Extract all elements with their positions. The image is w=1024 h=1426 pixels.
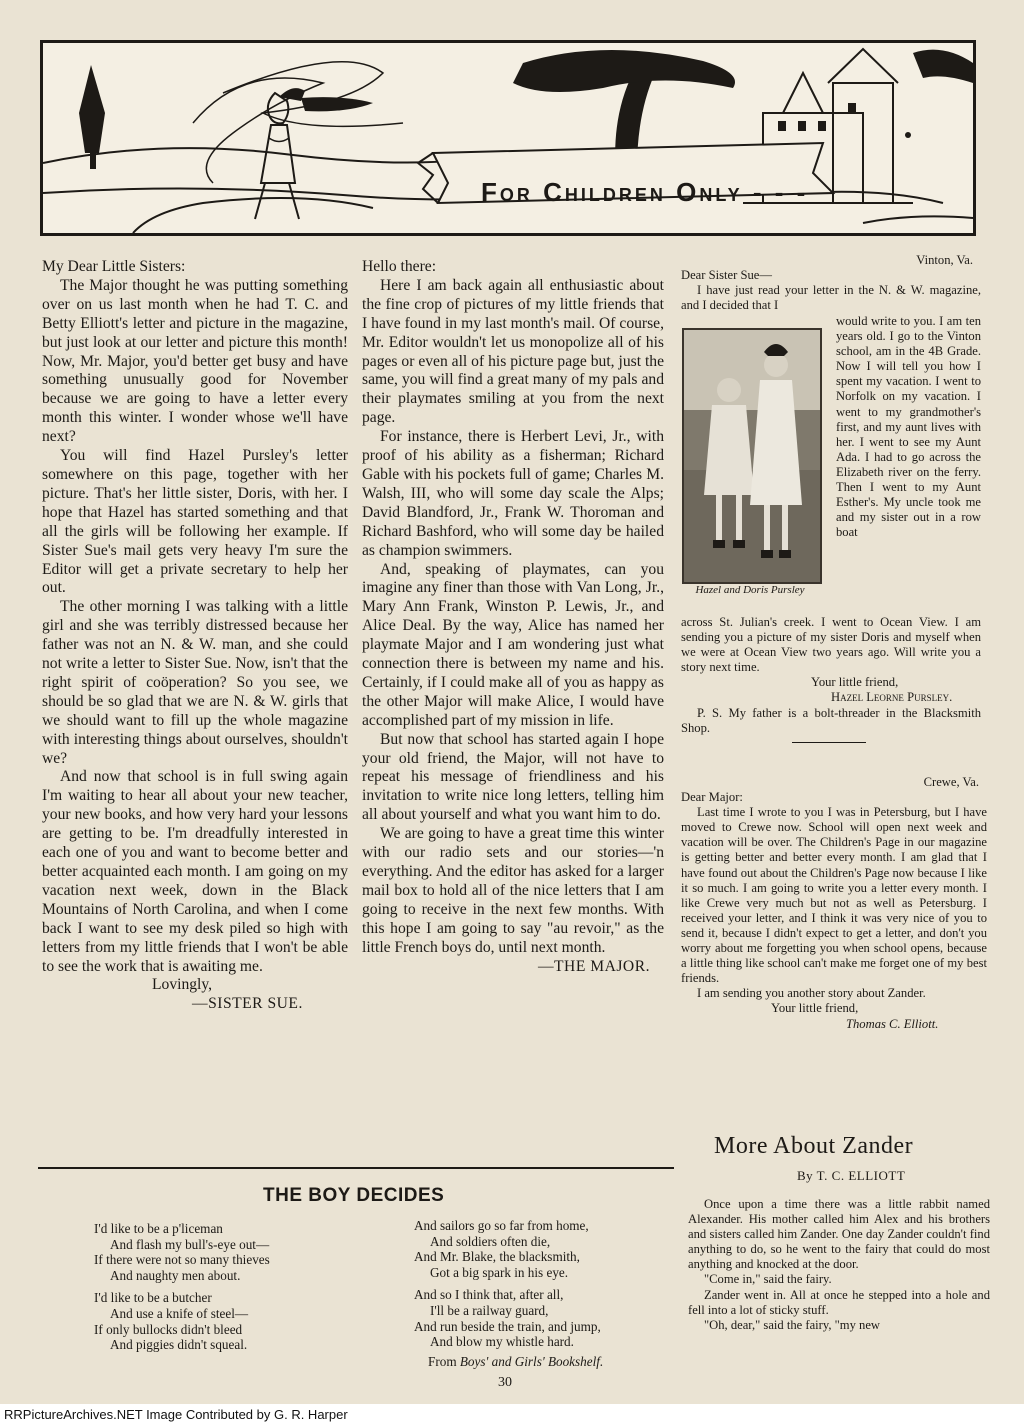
poem-left-column: [94, 1221, 334, 1353]
paragraph: The other morning I was talking with a little girl and she was terribly distressed because her father was not an N. & W. man, and she could not write a letter to Sister Sue. Now, isn't that the right spirit of coöperation? So you see, we should be so glad that we are N. & W. girls that we should want to fill up the whole magazine with interesting things about ourselves, shouldn't we?: [42, 598, 348, 767]
letter-signature: —THE MAJOR.: [537, 957, 650, 975]
story-byline: By T. C. ELLIOTT: [797, 1168, 906, 1183]
poem-line: And use a knife of steel—: [110, 1305, 249, 1321]
letter-rest: across St. Julian's creek. I went to Ocean View. I am sending you a picture of my sister Doris and myself when we were at Ocean View two years ago. Will write you a story next time.: [681, 615, 981, 675]
letter-body: Last time I wrote to you I was in Petersburg, but I have moved to Crewe now. School will open next week and vacation will be over. The Children's Page in our magazine is getting better and better every month. I am glad that I have found out about the Children's Page now because I like it so much. I am going to write you a letter every month. I like Crewe very much but not as well as Petersburg. I received your letter, and I think it was very nice of you to send it, because I didn't expect to get a letter, and don't you worry about me forgetting you when school opens, because a little thing like school can't make me forget one of my best friends.: [681, 805, 987, 986]
poem-source-prefix: From: [428, 1353, 457, 1369]
poem-line: And blow my whistle hard.: [430, 1334, 574, 1350]
story-title: More About Zander: [714, 1133, 914, 1159]
header-banner: [40, 40, 976, 236]
section-divider: [38, 1167, 674, 1169]
letter-salutation: Hello there:: [362, 258, 437, 275]
paragraph: For instance, there is Herbert Levi, Jr., with proof of his ability as a fisherman; Richard Gable with his pockets full of game; Charles M. Walsh, III, who will some day scale the Alps; David Blandford, Jr., Frank W. Thoroman and Richard Bashford, who will some day be hailed as champion swimmers.: [362, 428, 664, 559]
paragraph: "Come in," said the fairy.: [704, 1272, 832, 1287]
hazel-doris-photo: [682, 328, 822, 584]
poem-line: Got a big spark in his eye.: [430, 1264, 569, 1280]
paragraph: Zander went in. All at once he stepped into a hole and fell into a lot of sticky stuff.: [688, 1287, 990, 1317]
poem-title: THE BOY DECIDES: [263, 1185, 445, 1206]
image-credit: RRPictureArchives.NET Image Contributed by G. R. Harper: [4, 1407, 348, 1422]
letter-story-line: I am sending you another story about Zander.: [697, 986, 926, 1001]
letter-salutation: Dear Major:: [681, 790, 743, 805]
paragraph: You will find Hazel Pursley's letter somewhere on this page, together with her picture. That's her little sister, Doris, with her. I hope that Hazel has started something and that all the girls will be following her example. If Sister Sue's mail gets very heavy I'm sure the Editor will get a private secretary to help her out.: [42, 447, 348, 597]
poem-line: I'll be a railway guard,: [430, 1302, 549, 1318]
paragraph: "Oh, dear," said the fairy, "my new: [704, 1317, 881, 1332]
poem-source: [414, 1354, 674, 1370]
page-number: 30: [498, 1375, 512, 1390]
poem-source-title: Boys' and Girls' Bookshelf.: [459, 1353, 604, 1369]
photo-caption: Hazel and Doris Pursley: [695, 584, 805, 596]
poem-line: And so I think that, after all,: [414, 1287, 564, 1303]
letter-separator: [792, 742, 866, 743]
hazel-letter-top: [681, 253, 981, 313]
poem-line: And soldiers often die,: [430, 1233, 551, 1249]
paragraph: Here I am back again all enthusiastic about the fine crop of pictures of my little friends that I have found in my last month's mail. Of course, Mr. Editor wouldn't let us monopolize all of his pages or even all of his picture page but, just the same, you will find a great many of my pals and their playmates smiling at you from the next page.: [362, 276, 664, 427]
letter-place: Crewe, Va.: [923, 775, 979, 789]
letter-signature: Thomas C. Elliott.: [846, 1016, 939, 1031]
sister-sue-letter: [42, 258, 348, 1014]
letter-place: Vinton, Va.: [916, 253, 973, 267]
letter-closing: Your little friend,: [811, 675, 899, 690]
letter-side-text: would write to you. I am ten years old. I go to the Vinton school, am in the 4B Grade. Now I will tell you how I spent my vacation. I went to Norfolk on my vacation. I went to my grandmother's first, and my aunt lives with her. I went to see my Aunt Ada. I had to go across the Elizabeth river on the ferry. Then I went to my Aunt Esther's. My uncle took me and my sister out in a row boat: [836, 314, 981, 540]
poem-line: And naughty men about.: [110, 1267, 241, 1283]
poem-line: And run beside the train, and jump,: [414, 1318, 601, 1334]
letter-postscript: P. S. My father is a bolt-threader in the Blacksmith Shop.: [681, 705, 981, 735]
paragraph: But now that school has started again I hope your old friend, the Major, will not have to repeat his message of friendliness and his invitation to write nice long letters, telling him all about yourself and what you want him to do.: [362, 730, 664, 824]
zander-story: [688, 1197, 990, 1333]
major-letter: [362, 258, 664, 976]
banner-title: For Children Only - - -: [481, 177, 809, 207]
paragraph: Once upon a time there was a little rabbit named Alexander. His mother called him Alex and his brothers and sisters called him Zander. One day Zander couldn't find anything to do, so he went to the fairy that could do most anything and knocked at the door.: [688, 1197, 990, 1272]
poem-line: If only bullocks didn't bleed: [94, 1321, 243, 1337]
thomas-letter: [681, 775, 987, 1032]
photo-image: [684, 330, 820, 582]
hazel-letter-bottom: [681, 615, 981, 736]
poem-line: I'd like to be a p'liceman: [94, 1221, 223, 1236]
letter-signature: Hazel Leorne Pursley.: [831, 690, 953, 705]
letter-salutation: Dear Sister Sue—: [681, 268, 772, 283]
paragraph: And, speaking of playmates, can you imagine any finer than those with Van Long, Jr., Mary Ann Frank, Winston P. Lewis, Jr., and Alice Deal. By the way, Alice has named her playmate Major and I am wondering just what connection there is between my name and his. Certainly, if I could make all of you as happy as the other Major will make Alice, I would have accomplished part of my mission in life.: [362, 560, 664, 729]
image-credit-bar: [0, 1404, 1024, 1426]
poem-line: And piggies didn't squeal.: [110, 1337, 248, 1353]
poem-line: And sailors go so far from home,: [414, 1218, 589, 1233]
paragraph: We are going to have a great time this winter with our radio sets and our stories—'n everything. And the editor has asked for a larger mail box to hold all of the nice letters that I am going to receive in the next few months. With this hope I am going to say "au revoir," as the little French boys do, until next month.: [362, 825, 664, 956]
hazel-letter-side: [836, 314, 981, 540]
poem-line: And Mr. Blake, the blacksmith,: [414, 1249, 580, 1265]
paragraph: And now that school is in full swing again I'm waiting to hear all about your new teacher, your new books, and how very hard your lessons are getting to be. I'm dreadfully interested in each one of you and want to become better and better acquainted each month. I am going on my vacation next week, down in the Black Mountains of North Carolina, and when I come back I want to see my desk piled so high with letters from my little friends that I won't be able to see the work that is awaiting me.: [42, 768, 348, 975]
poem-line: And flash my bull's-eye out—: [110, 1236, 270, 1252]
letter-salutation: My Dear Little Sisters:: [42, 258, 186, 275]
poem-line: I'd like to be a butcher: [94, 1290, 212, 1306]
poem-line: If there were not so many thieves: [94, 1252, 270, 1268]
letter-signature: —SISTER SUE.: [192, 995, 303, 1013]
letter-intro: I have just read your letter in the N. & W. magazine, and I decided that I: [681, 283, 981, 313]
paragraph: The Major thought he was putting something over on us last month when he had T. C. and Betty Elliott's letter and picture in the magazine, but just look at our letter and picture this month! Now, Mr. Major, you'd better get busy and have something unusually good for November because we are going to have a letter every month this winter. I wonder whose we'll have next?: [42, 276, 348, 446]
letter-closing: Your little friend,: [771, 1001, 859, 1016]
poem-right-column: [414, 1218, 674, 1369]
letter-closing: Lovingly,: [152, 976, 213, 994]
